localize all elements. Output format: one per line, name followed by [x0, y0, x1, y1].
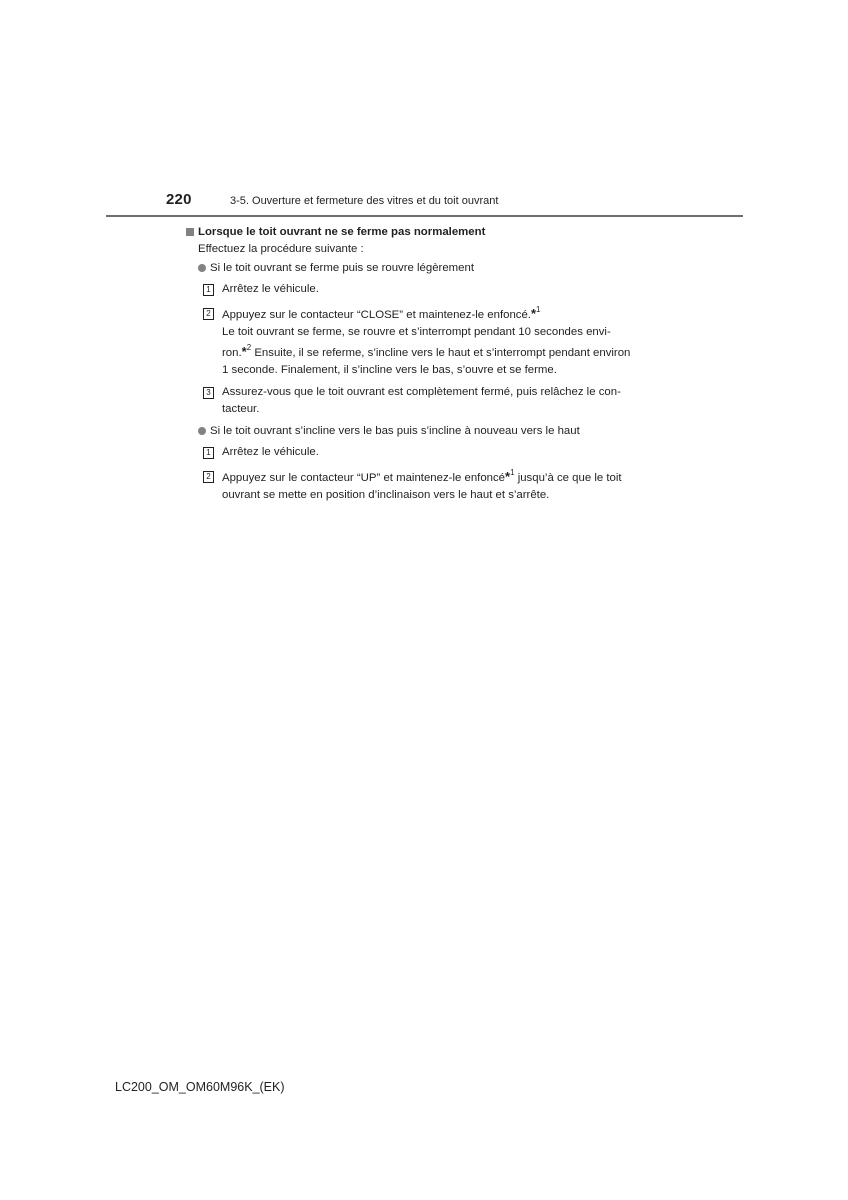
- step-item: [186, 444, 662, 461]
- step-text-line: Le toit ouvrant se ferme, se rouvre et s’interrompt pendant 10 secondes envi-: [222, 326, 611, 338]
- case-heading: [186, 260, 662, 277]
- case-title: Si le toit ouvrant se ferme puis se rouvre légèrement: [210, 262, 475, 274]
- step-text-line: [222, 468, 662, 487]
- page-number: 220: [166, 191, 192, 208]
- main-content: [186, 224, 662, 509]
- asterisk-icon: *: [530, 306, 537, 321]
- document-code: LC200_OM_OM60M96K_(EK): [115, 1080, 285, 1094]
- square-bullet-icon: [186, 228, 194, 236]
- step-text-line: [222, 305, 662, 324]
- step-text: Arrêtez le véhicule.: [222, 446, 319, 458]
- step-text-line: Assurez-vous que le toit ouvrant est complètement fermé, puis relâchez le con-: [222, 386, 621, 398]
- asterisk-icon: *: [241, 344, 247, 359]
- step-number: 3: [203, 387, 214, 399]
- header-divider: [106, 215, 743, 217]
- asterisk-icon: *: [505, 469, 511, 484]
- step-text: Appuyez sur le contacteur “UP” et maintenez-le enfoncé: [222, 472, 506, 484]
- step-item: [186, 305, 662, 379]
- step-text: Appuyez sur le contacteur “CLOSE” et maintenez-le enfoncé.: [222, 309, 531, 321]
- footnote-ref: 1: [510, 468, 515, 477]
- footnote-ref: 2: [246, 343, 252, 352]
- circle-bullet-icon: [198, 427, 206, 435]
- step-text: Arrêtez le véhicule.: [222, 283, 319, 295]
- step-text: Ensuite, il se referme, s’incline vers le haut et s’interrompt pendant environ: [251, 347, 631, 359]
- step-item: [186, 281, 662, 298]
- circle-bullet-icon: [198, 264, 206, 272]
- step-text: ron.: [222, 347, 242, 359]
- intro-text: Effectuez la procédure suivante :: [198, 243, 364, 255]
- step-text-line: 1 seconde. Finalement, il s’incline vers le bas, s’ouvre et se ferme.: [222, 364, 557, 376]
- step-text-line: [222, 343, 662, 362]
- step-number: 1: [203, 284, 214, 296]
- case-heading: [186, 423, 662, 440]
- step-item: [186, 384, 662, 418]
- section-heading: [186, 224, 662, 241]
- section-title: 3-5. Ouverture et fermeture des vitres et du toit ouvrant: [230, 195, 499, 207]
- step-number: 2: [203, 471, 214, 483]
- step-text: jusqu’à ce que le toit: [514, 472, 622, 484]
- heading-text: Lorsque le toit ouvrant ne se ferme pas normalement: [198, 226, 486, 238]
- step-item: [186, 468, 662, 504]
- case-title: Si le toit ouvrant s’incline vers le bas puis s’incline à nouveau vers le haut: [210, 425, 580, 437]
- footnote-ref: 1: [536, 305, 541, 314]
- step-number: 2: [203, 308, 214, 320]
- step-number: 1: [203, 447, 214, 459]
- step-text-line: tacteur.: [222, 403, 260, 415]
- step-text-line: ouvrant se mette en position d’inclinaison vers le haut et s’arrête.: [222, 489, 550, 501]
